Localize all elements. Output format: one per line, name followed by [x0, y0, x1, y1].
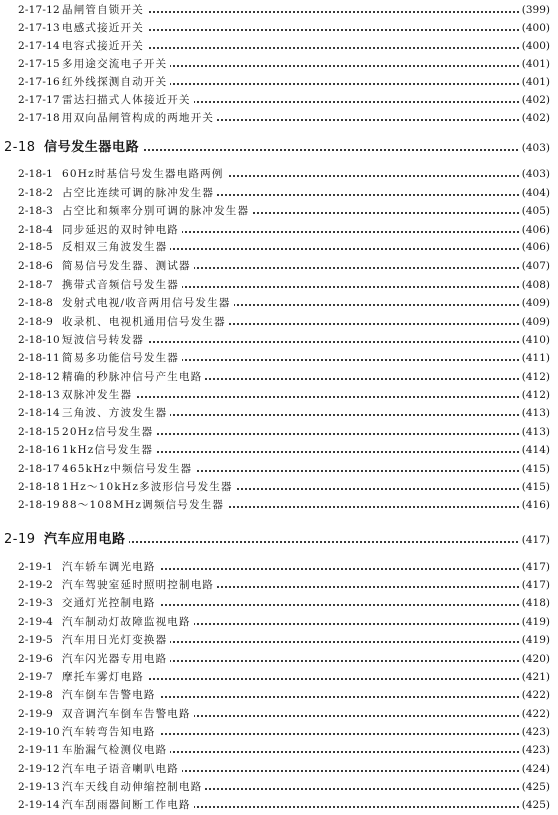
entry-title: 三角波、方波发生器 — [62, 404, 170, 422]
entry-page: (413) — [520, 404, 550, 422]
entry-title: 收录机、电视机通用信号发生器 — [62, 313, 229, 331]
toc-entry — [0, 294, 558, 312]
entry-number: 2-18-17 — [18, 463, 60, 475]
entry-number: 2-18-4 — [18, 224, 54, 236]
entry-title: 汽车闪光器专用电路 — [62, 650, 170, 668]
toc-entry — [0, 313, 558, 331]
toc-entry — [0, 460, 558, 478]
entry-page: (411) — [520, 349, 550, 367]
entry-page: (401) — [520, 55, 550, 73]
entry-number: 2-19-10 — [18, 726, 60, 738]
toc-entry — [0, 19, 558, 37]
entry-page: (412) — [520, 386, 550, 404]
toc-entry — [0, 73, 558, 91]
entry-page: (403) — [520, 139, 550, 157]
entry-title: 电容式接近开关 — [62, 37, 147, 55]
entry-title: 汽车制动灯故障监视电路 — [62, 613, 194, 631]
entry-number: 2-19-5 — [18, 634, 54, 646]
entry-title: 电感式接近开关 — [62, 19, 147, 37]
entry-page: (417) — [520, 531, 550, 549]
toc-entry — [0, 441, 558, 459]
entry-title: 信号发生器电路 — [44, 139, 142, 157]
entry-title: 车胎漏气检测仪电路 — [62, 741, 170, 759]
entry-number: 2-18-13 — [18, 389, 60, 401]
entry-page: (418) — [520, 594, 550, 612]
toc-entry — [0, 686, 558, 704]
entry-page: (404) — [520, 184, 550, 202]
entry-page: (401) — [520, 73, 550, 91]
entry-title: 同步延迟的双时钟电路 — [62, 221, 182, 239]
entry-number: 2-19-14 — [18, 799, 60, 811]
toc-entry — [0, 558, 558, 576]
entry-page: (399) — [520, 1, 550, 19]
entry-page: (405) — [520, 202, 550, 220]
entry-page: (417) — [520, 576, 550, 594]
entry-page: (419) — [520, 631, 550, 649]
toc-entry — [0, 109, 558, 127]
entry-number: 2-19-3 — [18, 597, 54, 609]
toc-entry — [0, 368, 558, 386]
entry-number: 2-17-16 — [18, 76, 60, 88]
entry-title: 1kHz信号发生器 — [62, 441, 156, 459]
entry-title: 汽车应用电路 — [44, 531, 129, 549]
entry-page: (412) — [520, 368, 550, 386]
toc-entry — [0, 668, 558, 686]
section-heading — [0, 139, 558, 157]
toc-entry — [0, 594, 558, 612]
toc-entry — [0, 238, 558, 256]
entry-page: (413) — [520, 423, 550, 441]
toc-entry — [0, 37, 558, 55]
entry-title: 多用途交流电子开关 — [62, 55, 170, 73]
entry-number: 2-18-11 — [18, 352, 60, 364]
toc-entry — [0, 705, 558, 723]
entry-page: (423) — [520, 723, 550, 741]
entry-page: (402) — [520, 109, 550, 127]
entry-number: 2-18-2 — [18, 187, 54, 199]
toc-entry — [0, 613, 558, 631]
entry-title: 红外线探测自动开关 — [62, 73, 170, 91]
entry-title: 占空比连续可调的脉冲发生器 — [62, 184, 217, 202]
entry-number: 2-19 — [4, 532, 36, 547]
entry-number: 2-17-12 — [18, 4, 60, 16]
entry-page: (425) — [520, 778, 550, 796]
entry-title: 汽车轿车调光电路 — [62, 558, 159, 576]
entry-number: 2-18-1 — [18, 168, 54, 180]
entry-title: 用双向晶闸管构成的两地开关 — [62, 109, 217, 127]
entry-number: 2-19-6 — [18, 653, 54, 665]
toc-entry — [0, 423, 558, 441]
toc-entry — [0, 741, 558, 759]
entry-page: (407) — [520, 257, 550, 275]
entry-title: 反相双三角波发生器 — [62, 238, 170, 256]
toc-entry — [0, 760, 558, 778]
entry-number: 2-17-13 — [18, 22, 60, 34]
entry-title: 精确的秒脉冲信号产生电路 — [62, 368, 205, 386]
toc-entry — [0, 349, 558, 367]
entry-title: 雷达扫描式人体接近开关 — [62, 91, 194, 109]
entry-title: 汽车转弯告知电路 — [62, 723, 159, 741]
entry-title: 汽车驾驶室延时照明控制电路 — [62, 576, 217, 594]
entry-number: 2-19-13 — [18, 781, 60, 793]
entry-number: 2-18 — [4, 140, 36, 155]
entry-title: 20Hz信号发生器 — [62, 423, 156, 441]
toc-entry — [0, 331, 558, 349]
toc-entry — [0, 478, 558, 496]
toc-entry — [0, 650, 558, 668]
entry-number: 2-18-5 — [18, 241, 54, 253]
toc-entry — [0, 55, 558, 73]
entry-page: (425) — [520, 796, 550, 814]
entry-page: (422) — [520, 705, 550, 723]
entry-title: 汽车倒车告警电路 — [62, 686, 159, 704]
entry-number: 2-18-12 — [18, 371, 60, 383]
entry-page: (421) — [520, 668, 550, 686]
entry-number: 2-17-18 — [18, 112, 60, 124]
entry-page: (409) — [520, 294, 550, 312]
entry-number: 2-17-17 — [18, 94, 60, 106]
entry-number: 2-18-14 — [18, 407, 60, 419]
entry-number: 2-18-18 — [18, 481, 60, 493]
entry-title: 汽车天线自动伸缩控制电路 — [62, 778, 205, 796]
entry-title: 摩托车雾灯电路 — [62, 668, 147, 686]
entry-number: 2-18-10 — [18, 334, 60, 346]
entry-title: 占空比和频率分别可调的脉冲发生器 — [62, 202, 252, 220]
entry-page: (417) — [520, 558, 550, 576]
entry-number: 2-18-19 — [18, 499, 60, 511]
toc-entry — [0, 276, 558, 294]
entry-title: 携带式音频信号发生器 — [62, 276, 182, 294]
entry-page: (422) — [520, 686, 550, 704]
entry-number: 2-18-7 — [18, 279, 54, 291]
entry-title: 465kHz中频信号发生器 — [62, 460, 195, 478]
entry-number: 2-18-3 — [18, 205, 54, 217]
entry-number: 2-18-6 — [18, 260, 54, 272]
entry-number: 2-19-1 — [18, 561, 54, 573]
entry-page: (406) — [520, 221, 550, 239]
entry-page: (409) — [520, 313, 550, 331]
entry-title: 简易信号发生器、测试器 — [62, 257, 194, 275]
entry-title: 汽车刮雨器间断工作电路 — [62, 796, 194, 814]
entry-title: 汽车电子语音喇叭电路 — [62, 760, 182, 778]
entry-number: 2-19-11 — [18, 744, 60, 756]
entry-title: 60Hz时基信号发生器电路两例 — [62, 165, 227, 183]
entry-number: 2-19-7 — [18, 671, 54, 683]
entry-page: (403) — [520, 165, 550, 183]
toc-entry — [0, 165, 558, 183]
entry-page: (410) — [520, 331, 550, 349]
toc-entry — [0, 631, 558, 649]
entry-number: 2-19-9 — [18, 708, 54, 720]
entry-title: 1Hz～10kHz多波形信号发生器 — [62, 478, 236, 496]
entry-page: (416) — [520, 496, 550, 514]
section-heading — [0, 531, 558, 549]
toc-entry — [0, 576, 558, 594]
entry-title: 短波信号转发器 — [62, 331, 147, 349]
entry-number: 2-17-14 — [18, 40, 60, 52]
toc-entry — [0, 496, 558, 514]
toc-entry — [0, 257, 558, 275]
entry-page: (424) — [520, 760, 550, 778]
entry-page: (408) — [520, 276, 550, 294]
toc-entry — [0, 404, 558, 422]
entry-title: 交通灯光控制电路 — [62, 594, 159, 612]
entry-page: (415) — [520, 460, 550, 478]
entry-number: 2-17-15 — [18, 58, 60, 70]
entry-number: 2-18-15 — [18, 426, 60, 438]
entry-page: (414) — [520, 441, 550, 459]
entry-title: 晶闸管自锁开关 — [62, 1, 147, 19]
entry-title: 汽车用日光灯变换器 — [62, 631, 170, 649]
toc-entry — [0, 386, 558, 404]
entry-number: 2-19-4 — [18, 616, 54, 628]
entry-number: 2-18-8 — [18, 297, 54, 309]
toc-entry — [0, 1, 558, 19]
toc-entry — [0, 91, 558, 109]
entry-title: 88～108MHz调频信号发生器 — [62, 496, 227, 514]
toc-entry — [0, 202, 558, 220]
entry-page: (420) — [520, 650, 550, 668]
toc-entry — [0, 184, 558, 202]
entry-title: 发射式电视/收音两用信号发生器 — [62, 294, 234, 312]
entry-number: 2-18-9 — [18, 316, 54, 328]
entry-page: (419) — [520, 613, 550, 631]
entry-title: 双音调汽车倒车告警电路 — [62, 705, 194, 723]
entry-page: (406) — [520, 238, 550, 256]
entry-number: 2-19-8 — [18, 689, 54, 701]
entry-page: (400) — [520, 37, 550, 55]
toc-entry — [0, 796, 558, 814]
entry-page: (400) — [520, 19, 550, 37]
entry-page: (423) — [520, 741, 550, 759]
toc-entry — [0, 221, 558, 239]
entry-page: (415) — [520, 478, 550, 496]
entry-title: 双脉冲发生器 — [62, 386, 135, 404]
entry-page: (402) — [520, 91, 550, 109]
entry-title: 简易多功能信号发生器 — [62, 349, 182, 367]
entry-number: 2-19-2 — [18, 579, 54, 591]
entry-number: 2-18-16 — [18, 444, 60, 456]
toc-entry — [0, 723, 558, 741]
toc-entry — [0, 778, 558, 796]
entry-number: 2-19-12 — [18, 763, 60, 775]
